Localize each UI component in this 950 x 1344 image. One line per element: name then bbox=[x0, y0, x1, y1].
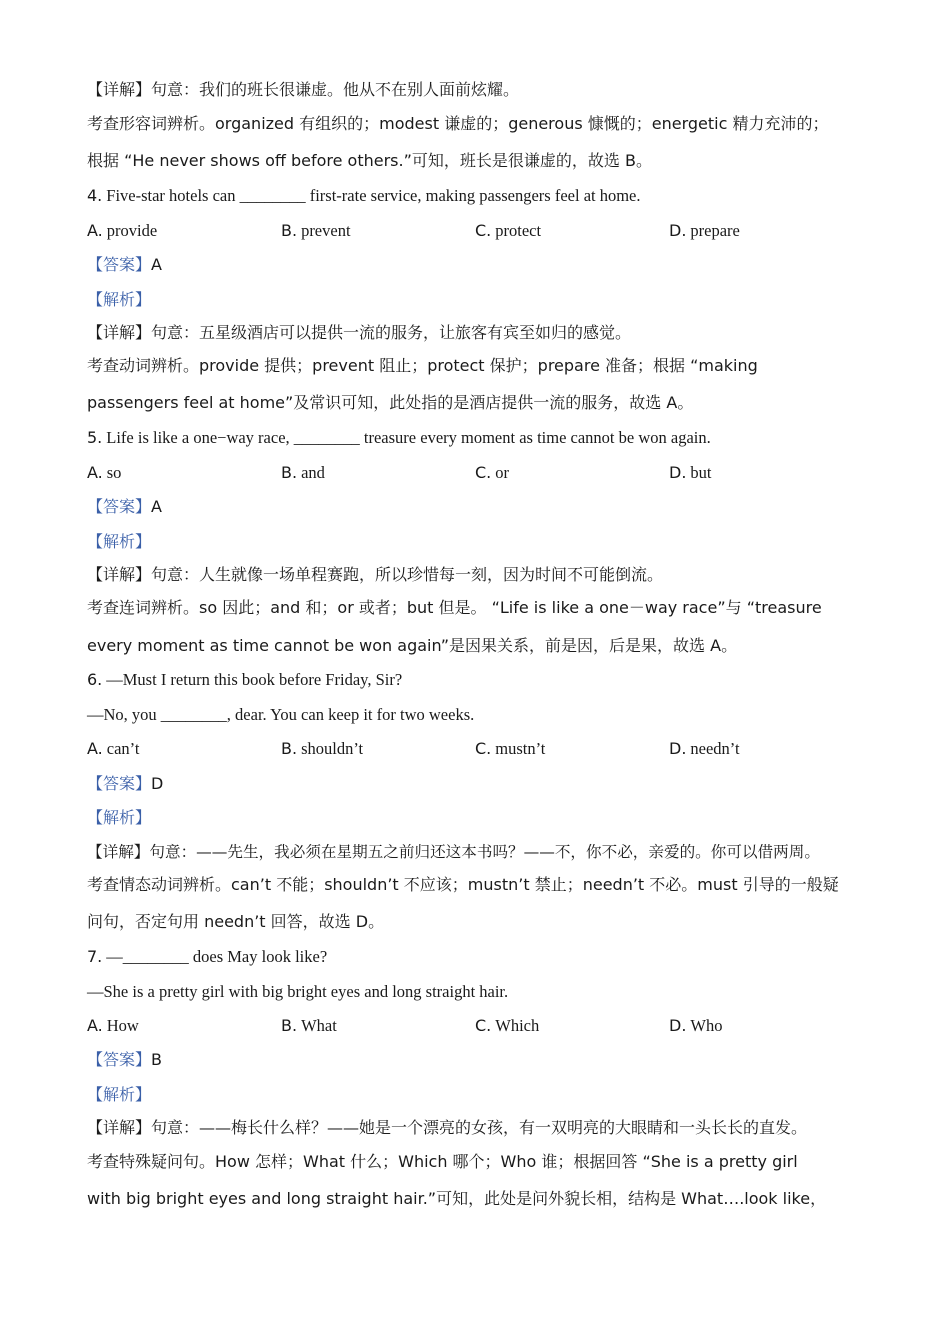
q6-detail: 【详解】句意：——先生，我必须在星期五之前归还这本书吗？——不，你不必，亲爱的。你可以借两周。 bbox=[87, 843, 820, 861]
q7-detail: 【详解】句意：——梅长什么样？——她是一个漂亮的女孩，有一双明亮的大眼睛和一头长长的直发。 bbox=[87, 1118, 808, 1137]
q5-option-a: A. so bbox=[87, 463, 122, 482]
q5-detail: 【详解】句意：人生就像一场单程赛跑，所以珍惜每一刻，因为时间不可能倒流。 bbox=[87, 565, 664, 584]
q5-number: 5. bbox=[87, 428, 103, 447]
q6-number: 6. bbox=[87, 670, 103, 689]
q5-stem bbox=[87, 428, 711, 449]
q5-explain-line-2: every moment as time cannot be won again”是因果关系，前是因，后是果，故选 A。 bbox=[87, 636, 738, 655]
q6-stem-text: —Must I return this book before Friday, Sir? bbox=[106, 670, 403, 689]
q4-option-a: A. provide bbox=[87, 221, 158, 240]
q4-analysis-label: 【解析】 bbox=[87, 290, 152, 309]
q3-analysis-line-2: 根据 “He never shows off before others.”可知，班长是很谦虚的，故选 B。 bbox=[87, 151, 652, 170]
q7-explain-line-2: with big bright eyes and long straight hair.”可知，此处是问外貌长相，结构是 What….look like， bbox=[87, 1189, 827, 1208]
q3-detail: 【详解】句意：我们的班长很谦虚。他从不在别人面前炫耀。 bbox=[87, 80, 520, 99]
q6-explain-line-2: 问句，否定句用 needn’t 回答，故选 D。 bbox=[87, 912, 385, 931]
q6-answer: 【答案】D bbox=[87, 774, 164, 793]
q7-answer: 【答案】B bbox=[87, 1050, 162, 1069]
q7-stem-line-2: —She is a pretty girl with big bright eyes and long straight hair. bbox=[87, 982, 509, 1001]
q4-explain-line-2: passengers feel at home”及常识可知，此处指的是酒店提供一流的服务，故选 A。 bbox=[87, 393, 694, 412]
q5-answer: 【答案】A bbox=[87, 497, 162, 516]
q7-option-c: C. Which bbox=[475, 1016, 540, 1035]
q6-option-d: D. needn’t bbox=[669, 739, 740, 758]
q4-option-b: B. prevent bbox=[281, 221, 351, 240]
q7-explain-line-1: 考查特殊疑问句。How 怎样；What 什么；Which 哪个；Who 谁；根据回答 “She is a pretty girl bbox=[87, 1152, 798, 1171]
q7-option-d: D. Who bbox=[669, 1016, 723, 1035]
q6-explain-line-1: 考查情态动词辨析。can’t 不能；shouldn’t 不应该；mustn’t 禁止；needn’t 不必。must 引导的一般疑 bbox=[87, 875, 839, 894]
q4-option-d: D. prepare bbox=[669, 221, 740, 240]
q5-stem-text: Life is like a one−way race, ________ treasure every moment as time cannot be won again. bbox=[106, 428, 711, 447]
q4-answer: 【答案】A bbox=[87, 255, 162, 274]
q5-analysis-label: 【解析】 bbox=[87, 532, 152, 551]
q7-option-a: A. How bbox=[87, 1016, 139, 1035]
q4-stem bbox=[87, 186, 641, 207]
q6-stem bbox=[87, 670, 402, 691]
q6-option-a: A. can’t bbox=[87, 739, 140, 758]
q4-stem-text: Five-star hotels can ________ first-rate service, making passengers feel at home. bbox=[106, 186, 641, 205]
q7-stem bbox=[87, 947, 327, 968]
q6-option-b: B. shouldn’t bbox=[281, 739, 364, 758]
q5-option-b: B. and bbox=[281, 463, 325, 482]
q4-detail: 【详解】句意：五星级酒店可以提供一流的服务，让旅客有宾至如归的感觉。 bbox=[87, 323, 632, 342]
q3-analysis-line-1: 考查形容词辨析。organized 有组织的；modest 谦虚的；generous 慷慨的；energetic 精力充沛的； bbox=[87, 114, 829, 133]
q5-option-c: C. or bbox=[475, 463, 510, 482]
q6-option-c: C. mustn’t bbox=[475, 739, 546, 758]
q7-option-b: B. What bbox=[281, 1016, 337, 1035]
q6-stem-line-2: —No, you ________, dear. You can keep it for two weeks. bbox=[87, 705, 475, 724]
q6-analysis-label: 【解析】 bbox=[87, 808, 152, 827]
q4-number: 4. bbox=[87, 186, 103, 205]
q4-explain-line-1: 考查动词辨析。provide 提供；prevent 阻止；protect 保护；prepare 准备；根据 “making bbox=[87, 356, 758, 375]
q5-option-d: D. but bbox=[669, 463, 712, 482]
q4-option-c: C. protect bbox=[475, 221, 542, 240]
q7-analysis-label: 【解析】 bbox=[87, 1085, 152, 1104]
q7-number: 7. bbox=[87, 947, 103, 966]
q7-stem-text: —________ does May look like? bbox=[106, 947, 328, 966]
q5-explain-line-1: 考查连词辨析。so 因此；and 和；or 或者；but 但是。 “Life is like a one－way race”与 “treasure bbox=[87, 598, 822, 617]
